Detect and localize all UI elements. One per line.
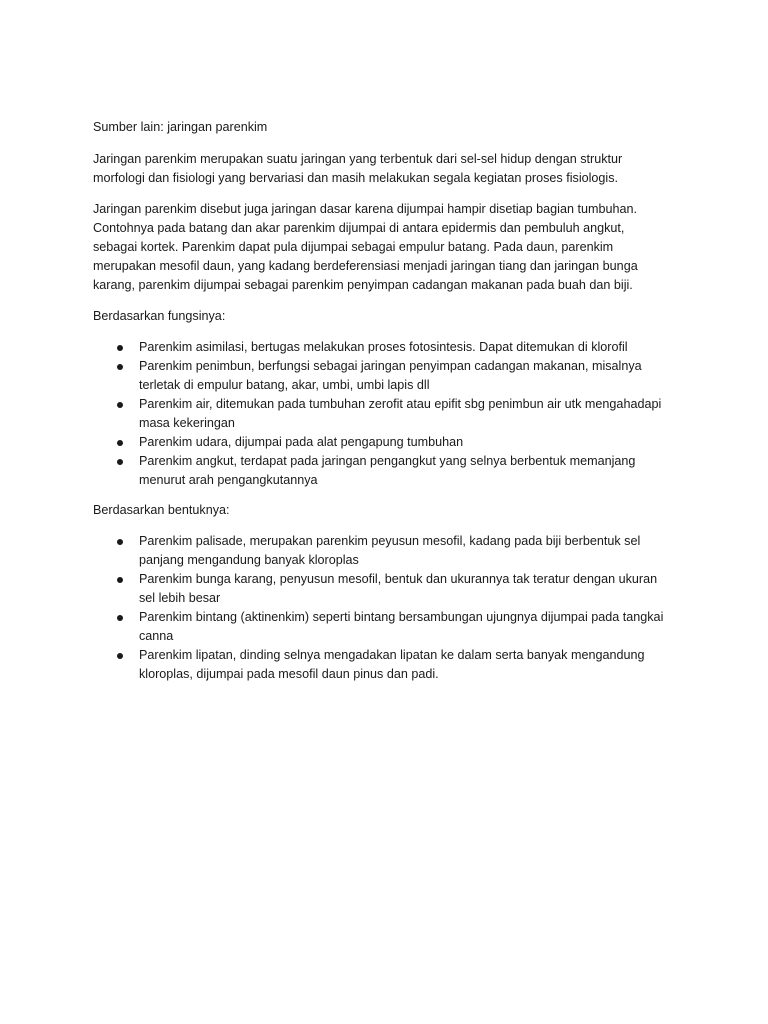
list-item: [93, 646, 664, 684]
list-bentuk: [93, 532, 664, 684]
list-item: [93, 433, 664, 452]
bullet-icon: [117, 440, 123, 446]
list-fungsi: [93, 338, 664, 490]
bullet-icon: [117, 615, 123, 621]
list-item-text: Parenkim bunga karang, penyusun mesofil, bentuk dan ukurannya tak teratur dengan ukuran sel lebih besar: [139, 572, 658, 605]
list-item-text: Parenkim bintang (aktinenkim) seperti bintang bersambungan ujungnya dijumpai pada tangkai canna: [139, 610, 664, 643]
bullet-icon: [117, 402, 123, 408]
paragraph-definition: Jaringan parenkim merupakan suatu jaringan yang terbentuk dari sel-sel hidup dengan struktur morfologi dan fisiologi yang bervariasi dan masih melakukan segala kegiatan proses fisiologis.: [93, 152, 623, 185]
document-title: Sumber lain: jaringan parenkim: [93, 120, 268, 134]
bullet-icon: [117, 539, 123, 545]
bullet-icon: [117, 364, 123, 370]
list-item-text: Parenkim angkut, terdapat pada jaringan pengangkut yang selnya berbentuk memanjang menurut arah pengangkutannya: [139, 454, 636, 487]
heading-fungsi: Berdasarkan fungsinya:: [93, 309, 226, 323]
paragraph-description: Jaringan parenkim disebut juga jaringan dasar karena dijumpai hampir disetiap bagian tumbuhan. Contohnya pada batang dan akar parenkim dijumpai di antara epidermis dan pembuluh angkut, sebagai kortek. Parenkim dapat pula dijumpai sebagai empulur batang. Pada daun, parenkim merupakan mesofil daun, yang kadang berdeferensiasi menjadi jaringan tiang dan jaringan bunga karang, parenkim dijumpai sebagai parenkim penyimpan cadangan makanan pada buah dan biji.: [93, 202, 638, 292]
list-item-text: Parenkim penimbun, berfungsi sebagai jaringan penyimpan cadangan makanan, misalnya terletak di empulur batang, akar, umbi, umbi lapis dll: [139, 359, 642, 392]
list-item-text: Parenkim lipatan, dinding selnya mengadakan lipatan ke dalam serta banyak mengandung kloroplas, dijumpai pada mesofil daun pinus dan padi.: [139, 648, 645, 681]
bullet-icon: [117, 459, 123, 465]
list-item-text: Parenkim udara, dijumpai pada alat pengapung tumbuhan: [139, 435, 464, 449]
list-item: [93, 608, 664, 646]
bullet-icon: [117, 577, 123, 583]
list-item: [93, 532, 664, 570]
heading-bentuk: Berdasarkan bentuknya:: [93, 503, 230, 517]
list-item: [93, 452, 664, 490]
list-item: [93, 395, 664, 433]
bullet-icon: [117, 653, 123, 659]
list-item: [93, 357, 664, 395]
list-item-text: Parenkim palisade, merupakan parenkim peyusun mesofil, kadang pada biji berbentuk sel panjang mengandung banyak kloroplas: [139, 534, 641, 567]
list-item-text: Parenkim asimilasi, bertugas melakukan proses fotosintesis. Dapat ditemukan di klorofil: [139, 340, 628, 354]
list-item: [93, 570, 664, 608]
bullet-icon: [117, 345, 123, 351]
list-item: [93, 338, 664, 357]
list-item-text: Parenkim air, ditemukan pada tumbuhan zerofit atau epifit sbg penimbun air utk mengahadapi masa kekeringan: [139, 397, 662, 430]
